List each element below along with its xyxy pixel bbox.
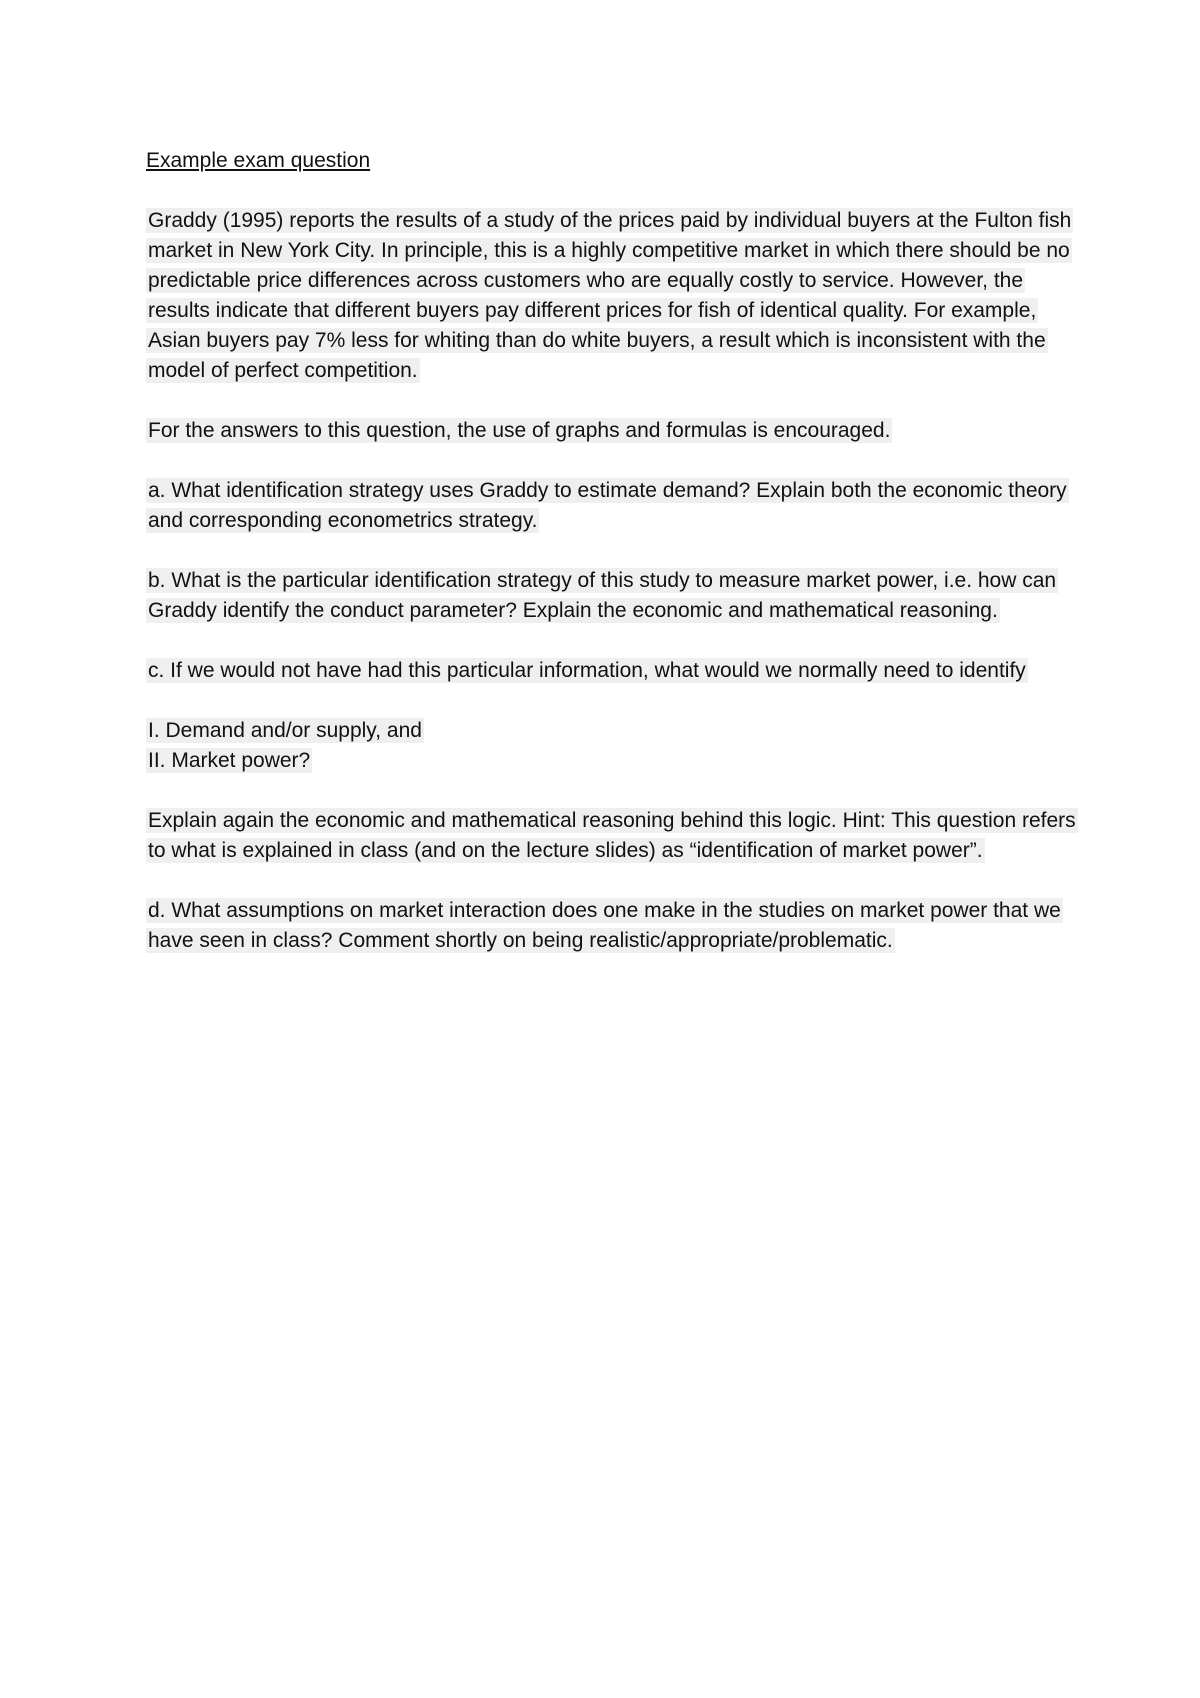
question-a-text: a. What identification strategy uses Graddy to estimate demand? Explain both the economic theory and corresponding econometrics strategy. <box>148 479 1067 532</box>
list-item-text: II. Market power? <box>148 749 311 772</box>
question-a <box>146 476 1076 536</box>
question-b-text: b. What is the particular identification strategy of this study to measure market power, i.e. how can Graddy identify the conduct parameter? Explain the economic and mathematical reasoning. <box>148 569 1057 622</box>
instruction-paragraph <box>146 416 1076 446</box>
explain-text: Explain again the economic and mathematical reasoning behind this logic. Hint: This question refers to what is explained in class (and on the lecture slides) as “identification of market power”. <box>148 809 1076 862</box>
intro-paragraph <box>146 206 1076 386</box>
instruction-text: For the answers to this question, the use of graphs and formulas is encouraged. <box>148 419 891 442</box>
document-body <box>146 146 1076 986</box>
question-d <box>146 896 1076 956</box>
list-item <box>146 716 1076 746</box>
identification-list <box>146 716 1076 776</box>
document-title: Example exam question <box>146 149 371 172</box>
question-d-text: d. What assumptions on market interaction does one make in the studies on market power that we have seen in class? Comment shortly on being realistic/appropriate/problematic. <box>148 899 1061 952</box>
list-item-text: I. Demand and/or supply, and <box>148 719 422 742</box>
question-c <box>146 656 1076 686</box>
question-b <box>146 566 1076 626</box>
question-c-text: c. If we would not have had this particular information, what would we normally need to identify <box>148 659 1026 682</box>
explain-paragraph <box>146 806 1076 866</box>
intro-text: Graddy (1995) reports the results of a study of the prices paid by individual buyers at the Fulton fish market in New York City. In principle, this is a highly competitive market in which there should be no predictable price differences across customers who are equally costly to service. However, the results indicate that different buyers pay different prices for fish of identical quality. For example, Asian buyers pay 7% less for whiting than do white buyers, a result which is inconsistent with the model of perfect competition. <box>148 209 1072 382</box>
list-item <box>146 746 1076 776</box>
